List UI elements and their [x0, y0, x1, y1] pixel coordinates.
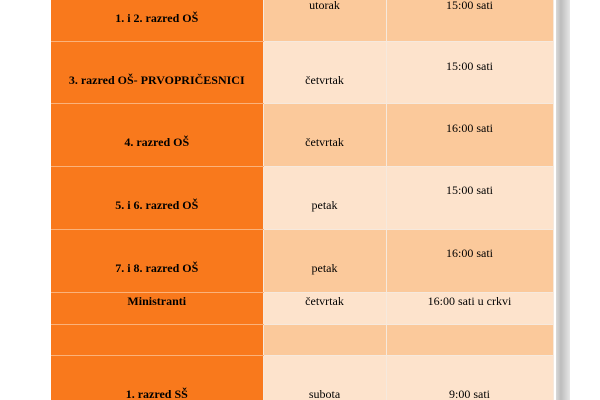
- day-label: utorak: [309, 0, 340, 12]
- time-label: 16:00 sati: [446, 121, 493, 135]
- grade-cell: [51, 293, 263, 325]
- day-label: subota: [308, 387, 341, 400]
- day-label: četvrtak: [305, 135, 344, 149]
- time-cell: [386, 0, 553, 42]
- time-label: 15:00 sati: [446, 59, 493, 73]
- table-row: [51, 325, 553, 356]
- grade-label: 1. i 2. razred OŠ: [115, 11, 199, 25]
- day-cell: [263, 356, 386, 400]
- day-label: četvrtak: [305, 73, 344, 87]
- day-label: četvrtak: [305, 294, 344, 308]
- grade-cell: [51, 325, 263, 356]
- schedule-table: [51, 0, 554, 400]
- grade-label: 3. razred OŠ- PRVOPRIČESNICI: [68, 73, 245, 87]
- table-row: [51, 230, 553, 293]
- time-label: 9:00 sati: [449, 387, 490, 400]
- time-label: 15:00 sati: [446, 0, 493, 12]
- time-cell: [386, 356, 553, 400]
- grade-label: 4. razred OŠ: [124, 135, 190, 149]
- day-cell: [263, 293, 386, 325]
- day-label: petak: [311, 198, 338, 212]
- time-label: 15:00 sati: [446, 183, 493, 197]
- time-cell: [386, 293, 553, 325]
- day-cell: [263, 325, 386, 356]
- day-cell: [263, 0, 386, 42]
- time-cell: [386, 167, 553, 230]
- time-cell: [386, 230, 553, 293]
- grade-label: Ministranti: [127, 294, 187, 308]
- table-row: [51, 356, 553, 400]
- time-cell: [386, 42, 553, 104]
- grade-cell: [51, 167, 263, 230]
- table-row: [51, 293, 553, 325]
- page-edge-shadow: [556, 0, 570, 400]
- table-row: [51, 42, 553, 104]
- grade-cell: [51, 42, 263, 104]
- day-cell: [263, 42, 386, 104]
- table-row: [51, 104, 553, 167]
- grade-label: 7. i 8. razred OŠ: [115, 261, 199, 275]
- grade-cell: [51, 0, 263, 42]
- day-label: petak: [311, 261, 338, 275]
- time-cell: [386, 325, 553, 356]
- time-cell: [386, 104, 553, 167]
- grade-cell: [51, 230, 263, 293]
- grade-label: 1. razred SŠ: [125, 387, 188, 400]
- time-label: 16:00 sati: [446, 246, 493, 260]
- day-cell: [263, 230, 386, 293]
- time-label: 16:00 sati u crkvi: [427, 294, 512, 308]
- day-cell: [263, 104, 386, 167]
- grade-cell: [51, 104, 263, 167]
- table-row: [51, 167, 553, 230]
- grade-cell: [51, 356, 263, 400]
- table-row: [51, 0, 553, 42]
- grade-label: 5. i 6. razred OŠ: [115, 198, 199, 212]
- day-cell: [263, 167, 386, 230]
